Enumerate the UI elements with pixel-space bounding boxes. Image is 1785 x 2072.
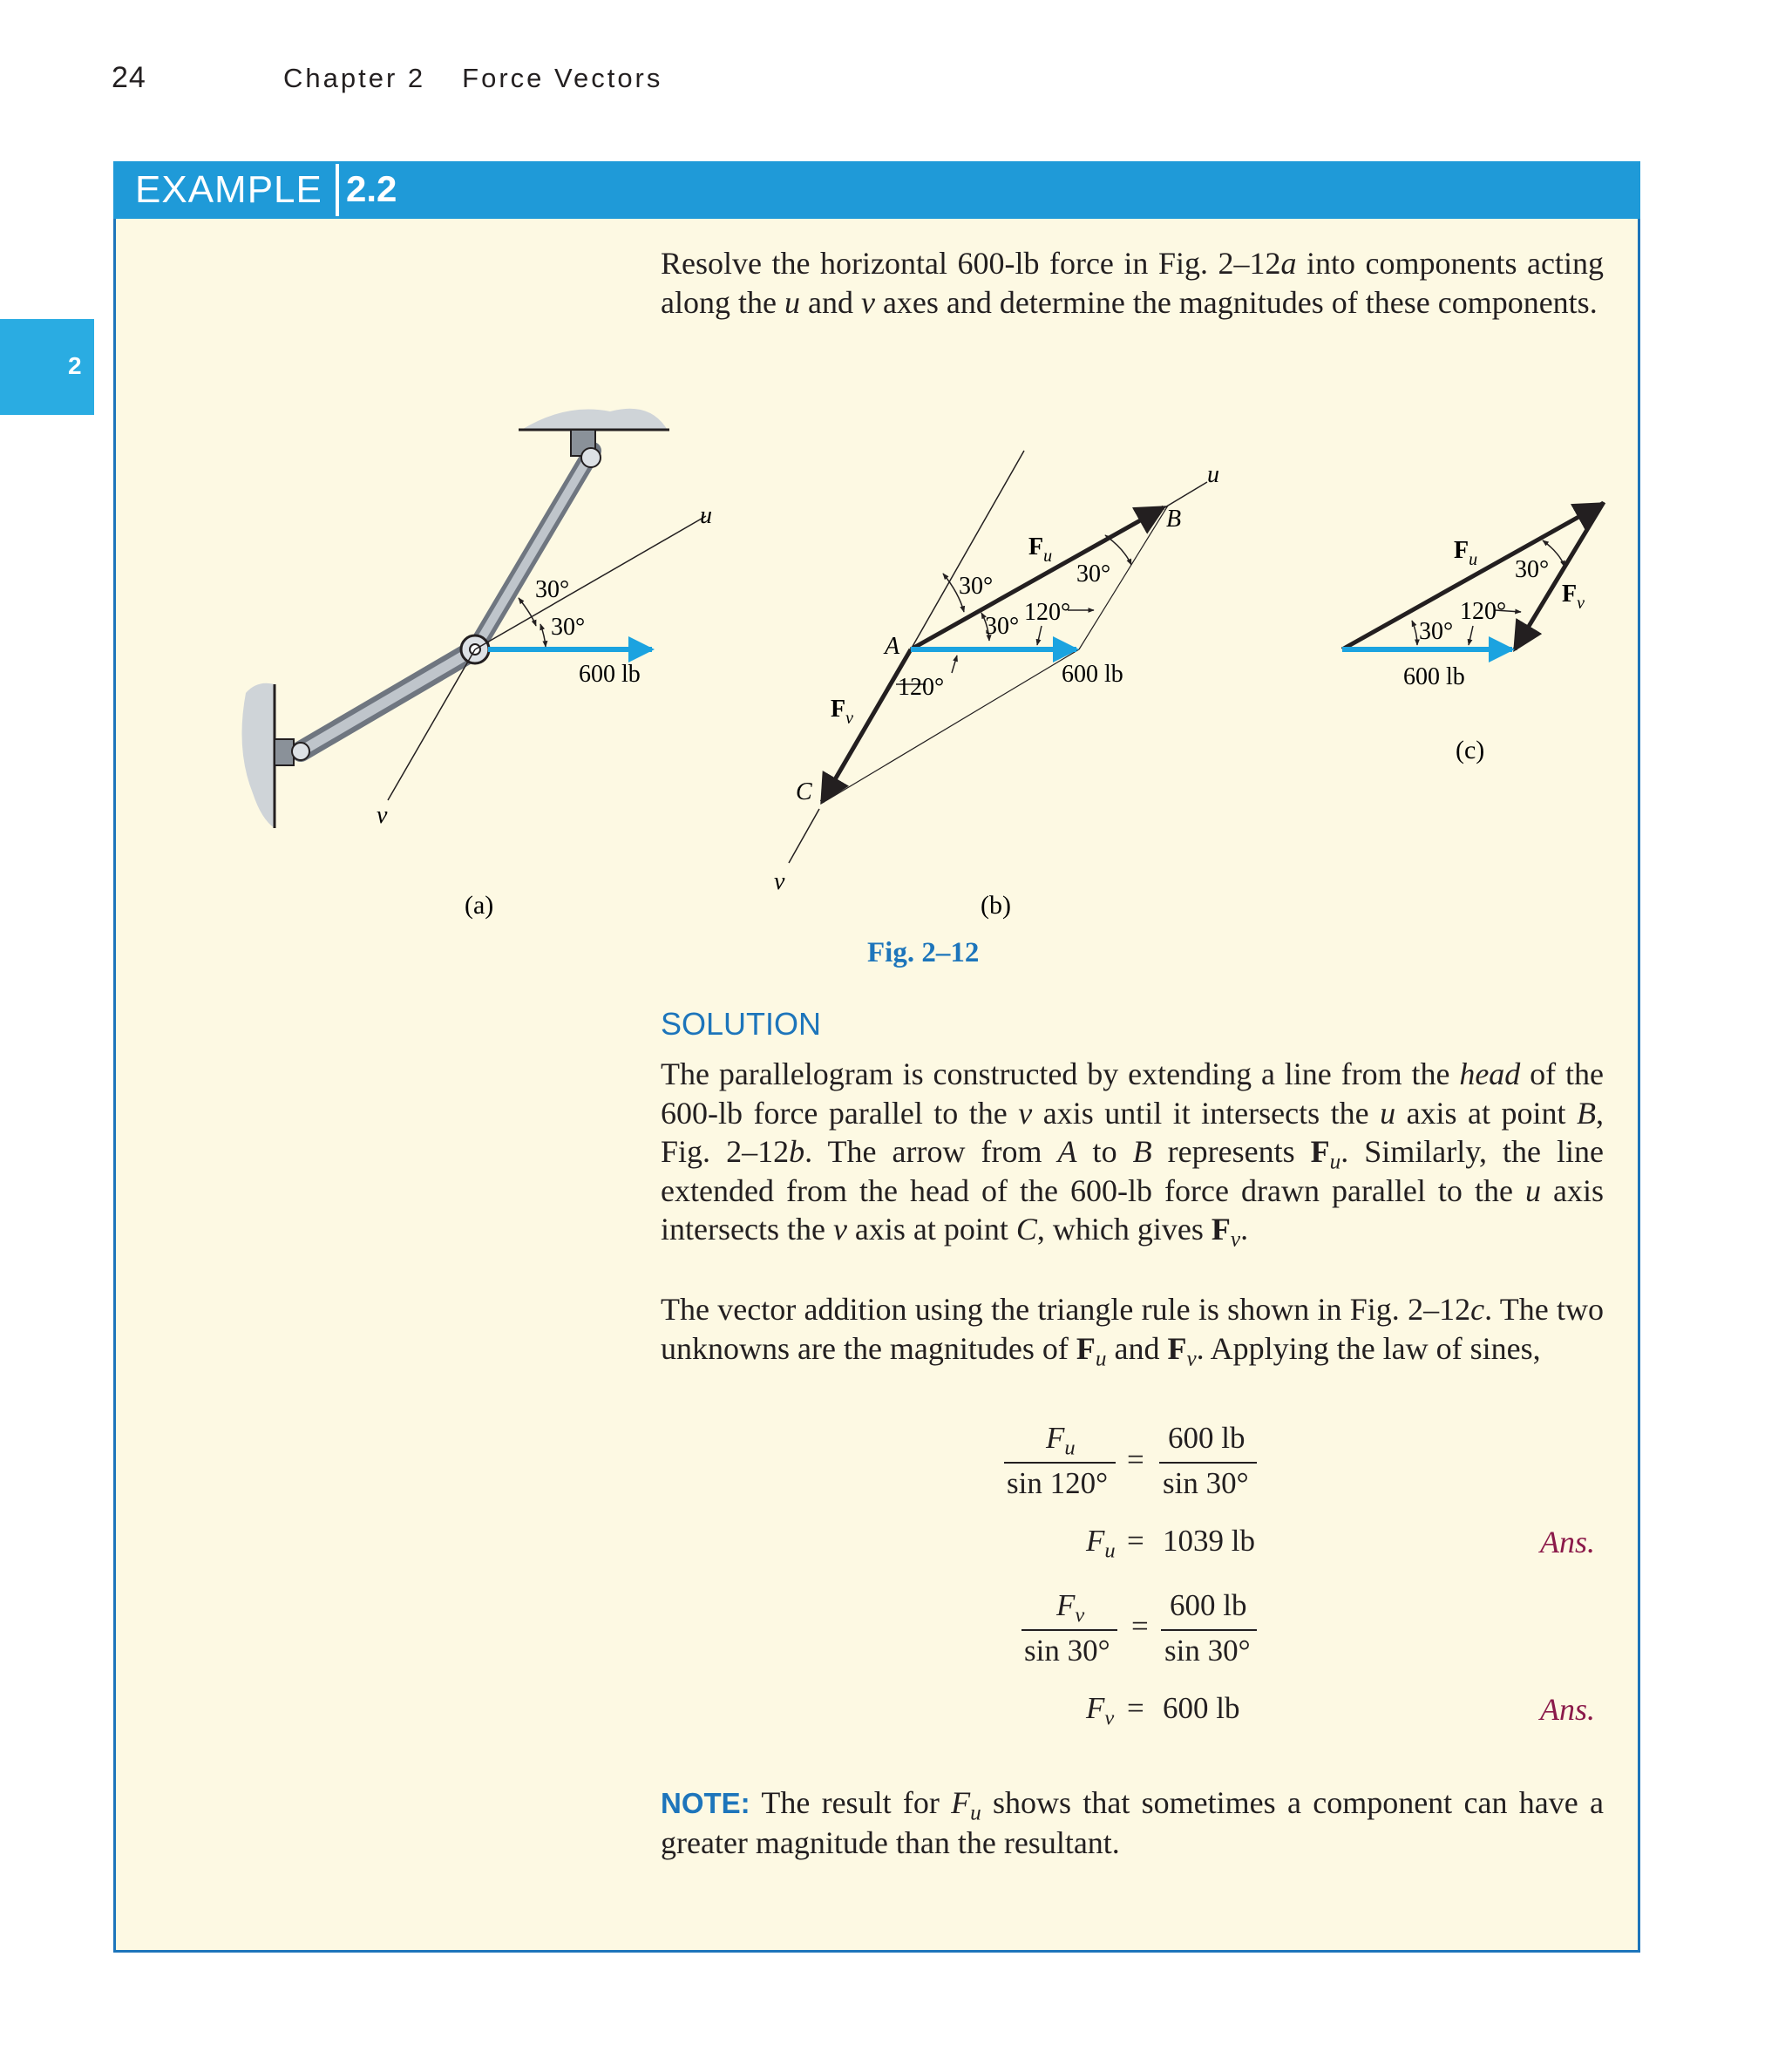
figure-b [774,451,1219,920]
figure-a [242,409,713,920]
angle-arc-a-top [519,598,536,626]
eq3-numerator-left: $F_v$ [1056,1588,1085,1627]
angle-b-120-bottom: 120° [898,674,945,701]
wall-bracket [275,739,294,765]
eq3-equals: = [1131,1609,1149,1643]
angle-b-120-top: 120° [1024,599,1071,626]
example-label: EXAMPLE [135,168,322,211]
u-label-b: u [1207,461,1219,488]
top-pin [581,448,601,467]
solution-paragraph-1: The parallelogram is constructed by extending a line from the head of the 600-lb force parallel to the v axis until it intersects the u axis at point B, Fig. 2–12b. The arrow from A to B represents $F_u$. Similarly, the line extended from the head of the 600-lb force drawn parallel to the u axis intersects the v axis at point C, which gives $F_v$. [661,1056,1605,1252]
point-b-label: B [1166,506,1182,533]
solution-heading: SOLUTION [661,1006,822,1042]
eq4-lhs: $F_v$ [1086,1691,1115,1730]
angle-c-120: 120° [1460,598,1507,625]
eq3-fraction-bar-right [1161,1629,1257,1631]
chapter-title: Force Vectors [462,63,663,93]
ceiling-support [523,409,667,429]
eq4-equals: = [1127,1691,1144,1725]
eq4-rhs: 600 lb [1163,1691,1240,1725]
note-label: NOTE: [661,1787,750,1819]
eq3-numerator-right: 600 lb [1170,1588,1247,1622]
figure-2-12 [0,0,1785,994]
answer-marker-2: Ans. [1540,1692,1595,1727]
eq1-numerator-left: $F_u$ [1046,1421,1076,1460]
solution-paragraph-2: The vector addition using the triangle rule is shown in Fig. 2–12c. The two unknowns are the magnitudes of $F_u$ and $F_v$. Applying the law of sines, [661,1292,1605,1371]
u-label-a: u [700,502,712,529]
eq3-denominator-left: sin 30° [1024,1634,1110,1668]
eq1-equals: = [1127,1443,1144,1477]
eq2-rhs: 1039 lb [1163,1524,1255,1558]
eq1-fraction-bar-right [1159,1462,1257,1464]
angle-b-30-top: 30° [1076,560,1111,588]
figure-c [1342,502,1604,764]
eq1-denominator-left: sin 120° [1007,1466,1109,1500]
u-axis-b [1164,482,1207,508]
angle-b-30-inner: 30° [985,613,1020,640]
eq1-denominator-right: sin 30° [1163,1466,1249,1500]
force-label-b: 600 lb [1062,661,1123,688]
angle-b-30-left: 30° [959,573,994,600]
force-label-c: 600 lb [1403,663,1465,690]
fv-arrow-b [822,649,911,802]
wall-pin [292,743,309,760]
example-number: 2.2 [346,168,397,209]
side-tab-number: 2 [68,352,82,379]
v-axis-b-lower [789,809,819,863]
eq2-lhs: $F_u$ [1086,1524,1116,1563]
force-label-a: 600 lb [579,661,641,688]
figure-b-label: (b) [981,891,1011,920]
chapter-label: Chapter 2 [283,63,426,93]
eq1-numerator-right: 600 lb [1168,1421,1245,1455]
angle-a-bottom: 30° [551,614,586,641]
wall-support [242,683,275,828]
v-label-b: v [774,868,785,895]
angle-a-top: 30° [535,576,570,603]
eq3-denominator-right: sin 30° [1164,1634,1251,1668]
v-label-a: v [377,802,388,829]
angle-c-30-top: 30° [1515,556,1550,583]
point-c-label: C [796,778,812,805]
fv-label-c: $F_v$ [1562,581,1585,613]
problem-statement: Resolve the horizontal 600-lb force in Fig. 2–12a into components acting along the u and v axes and determine the magnitudes of these components. [661,246,1604,320]
eq1-fraction-bar-left [1004,1462,1116,1464]
fu-label-b: $F_u$ [1028,533,1053,566]
eq3-fraction-bar-left [1021,1629,1117,1631]
eq2-equals: = [1127,1524,1144,1558]
figure-c-label: (c) [1456,736,1485,764]
fv-label-b: $F_v$ [831,696,853,728]
figure-a-label: (a) [465,891,494,920]
lower-member-highlight [301,649,475,751]
note-paragraph: NOTE: The result for $F_u$ shows that sometimes a component can have a greater magnitude than the resultant. [661,1785,1604,1860]
fu-label-c: $F_u$ [1454,537,1478,569]
point-a-label: A [885,633,900,660]
angle-arc-a-bottom [540,624,546,647]
angle-c-30-left: 30° [1419,618,1454,645]
parallel-line-b2 [821,649,1079,804]
page-number: 24 [112,61,146,94]
fu-arrow-b [911,507,1164,649]
answer-marker-1: Ans. [1540,1525,1595,1559]
figure-caption: Fig. 2–12 [867,937,980,968]
